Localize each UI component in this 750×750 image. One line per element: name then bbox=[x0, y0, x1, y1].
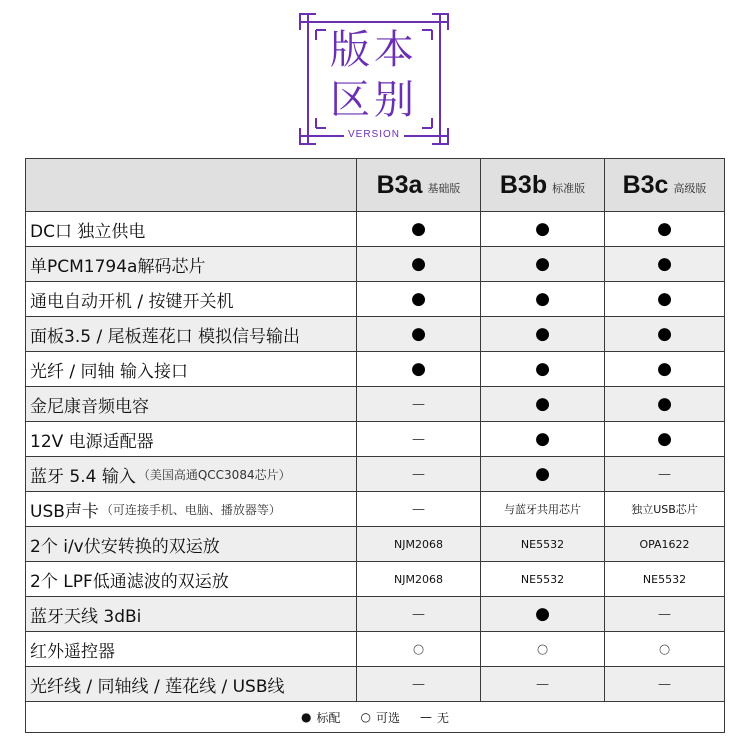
optional-circle-icon: ○ bbox=[412, 641, 425, 657]
standard-dot-icon: ● bbox=[411, 288, 426, 309]
version-tag: 基础版 bbox=[427, 182, 461, 195]
availability-cell-b3a bbox=[356, 317, 480, 351]
version-tag: 标准版 bbox=[552, 182, 586, 195]
feature-cell bbox=[26, 527, 356, 561]
feature-cell bbox=[26, 632, 356, 666]
availability-cell-b3c bbox=[604, 562, 724, 596]
feature-label: 金尼康音频电容 bbox=[30, 396, 149, 417]
standard-dot-icon: ● bbox=[535, 393, 550, 414]
availability-cell-b3c bbox=[604, 387, 724, 421]
availability-cell-b3a bbox=[356, 352, 480, 386]
table-row bbox=[26, 386, 724, 421]
availability-text: NE5532 bbox=[642, 572, 687, 586]
standard-dot-icon: ● bbox=[657, 428, 672, 449]
header-version-b3b bbox=[480, 159, 604, 211]
feature-cell bbox=[26, 597, 356, 631]
standard-dot-icon: ● bbox=[411, 323, 426, 344]
feature-label: 通电自动开机 / 按键开关机 bbox=[30, 291, 234, 312]
optional-circle-icon: ○ bbox=[658, 641, 671, 657]
availability-cell-b3a bbox=[356, 247, 480, 281]
availability-cell-b3c bbox=[604, 667, 724, 701]
availability-cell-b3c bbox=[604, 457, 724, 491]
title-subtitle: VERSION bbox=[347, 129, 400, 140]
availability-text: NE5532 bbox=[520, 537, 565, 551]
none-dash-icon: — bbox=[412, 501, 425, 517]
table-row bbox=[26, 316, 724, 351]
availability-cell-b3a bbox=[356, 457, 480, 491]
availability-cell-b3b bbox=[480, 352, 604, 386]
availability-cell-b3a bbox=[356, 597, 480, 631]
none-dash-icon: — bbox=[412, 676, 425, 692]
optional-circle-icon: ○ bbox=[536, 641, 549, 657]
availability-cell-b3a bbox=[356, 492, 480, 526]
feature-rows bbox=[26, 211, 724, 701]
feature-cell bbox=[26, 282, 356, 316]
availability-cell-b3c bbox=[604, 317, 724, 351]
header-version-b3a bbox=[356, 159, 480, 211]
feature-cell bbox=[26, 317, 356, 351]
availability-cell-b3c bbox=[604, 282, 724, 316]
none-dash-icon: — bbox=[412, 396, 425, 412]
standard-dot-icon: ● bbox=[300, 710, 312, 724]
standard-dot-icon: ● bbox=[411, 253, 426, 274]
title-line-2: 区别 bbox=[330, 77, 418, 123]
availability-cell-b3a bbox=[356, 282, 480, 316]
table-row bbox=[26, 666, 724, 701]
feature-label: 光纤 / 同轴 输入接口 bbox=[30, 361, 188, 382]
feature-cell bbox=[26, 422, 356, 456]
none-dash-icon: — bbox=[658, 466, 671, 482]
availability-cell-b3c bbox=[604, 492, 724, 526]
availability-cell-b3c bbox=[604, 422, 724, 456]
none-dash-icon: — bbox=[658, 676, 671, 692]
availability-cell-b3a bbox=[356, 667, 480, 701]
feature-label: 单PCM1794a解码芯片 bbox=[30, 256, 206, 277]
standard-dot-icon: ● bbox=[657, 358, 672, 379]
standard-dot-icon: ● bbox=[535, 253, 550, 274]
availability-text: OPA1622 bbox=[639, 537, 690, 551]
availability-cell-b3b bbox=[480, 632, 604, 666]
header-version-b3c bbox=[604, 159, 724, 211]
table-row bbox=[26, 351, 724, 386]
table-row bbox=[26, 561, 724, 596]
availability-cell-b3a bbox=[356, 422, 480, 456]
standard-dot-icon: ● bbox=[657, 253, 672, 274]
standard-dot-icon: ● bbox=[657, 288, 672, 309]
availability-cell-b3c bbox=[604, 247, 724, 281]
standard-dot-icon: ● bbox=[411, 218, 426, 239]
feature-note: （可连接手机、电脑、播放器等） bbox=[100, 502, 281, 517]
availability-cell-b3b bbox=[480, 282, 604, 316]
availability-cell-b3c bbox=[604, 212, 724, 246]
standard-dot-icon: ● bbox=[535, 463, 550, 484]
availability-cell-b3a bbox=[356, 562, 480, 596]
availability-text: 独立USB芯片 bbox=[631, 503, 698, 516]
version-title-emblem bbox=[298, 12, 450, 146]
feature-cell bbox=[26, 457, 356, 491]
legend-label: 无 bbox=[436, 710, 449, 725]
none-dash-icon: — bbox=[412, 606, 425, 622]
legend-item bbox=[301, 709, 341, 726]
table-row bbox=[26, 631, 724, 666]
table-row bbox=[26, 456, 724, 491]
feature-label: USB声卡 bbox=[30, 501, 99, 522]
table-row bbox=[26, 596, 724, 631]
availability-cell-b3b bbox=[480, 247, 604, 281]
feature-label: 红外遥控器 bbox=[30, 641, 115, 662]
optional-circle-icon: ○ bbox=[360, 710, 371, 724]
version-code: B3b bbox=[499, 170, 548, 199]
standard-dot-icon: ● bbox=[535, 218, 550, 239]
availability-text: NE5532 bbox=[520, 572, 565, 586]
standard-dot-icon: ● bbox=[657, 218, 672, 239]
feature-cell bbox=[26, 247, 356, 281]
standard-dot-icon: ● bbox=[411, 358, 426, 379]
availability-cell-b3c bbox=[604, 597, 724, 631]
feature-label: 光纤线 / 同轴线 / 莲花线 / USB线 bbox=[30, 676, 285, 697]
availability-cell-b3b bbox=[480, 492, 604, 526]
none-dash-icon: — bbox=[412, 431, 425, 447]
availability-cell-b3b bbox=[480, 387, 604, 421]
none-dash-icon: — bbox=[412, 466, 425, 482]
standard-dot-icon: ● bbox=[535, 428, 550, 449]
version-comparison-table bbox=[25, 158, 725, 733]
version-tag: 高级版 bbox=[673, 182, 707, 195]
table-header-row bbox=[26, 159, 724, 211]
feature-label: 蓝牙天线 3dBi bbox=[30, 606, 142, 627]
header-feature-cell bbox=[26, 159, 356, 211]
legend-label: 标配 bbox=[316, 710, 341, 725]
availability-cell-b3b bbox=[480, 457, 604, 491]
availability-cell-b3c bbox=[604, 527, 724, 561]
feature-label: 2个 LPF低通滤波的双运放 bbox=[30, 571, 229, 592]
feature-cell bbox=[26, 212, 356, 246]
none-dash-icon: — bbox=[419, 710, 432, 724]
feature-label: 2个 i/v伏安转换的双运放 bbox=[30, 536, 220, 557]
availability-text: NJM2068 bbox=[394, 537, 443, 551]
availability-cell-b3b bbox=[480, 597, 604, 631]
availability-cell-b3b bbox=[480, 212, 604, 246]
none-dash-icon: — bbox=[658, 606, 671, 622]
feature-note: （美国高通QCC3084芯片） bbox=[137, 467, 291, 482]
table-row bbox=[26, 246, 724, 281]
feature-label: DC口 独立供电 bbox=[30, 221, 146, 242]
availability-cell-b3c bbox=[604, 352, 724, 386]
availability-cell-b3b bbox=[480, 527, 604, 561]
table-row bbox=[26, 526, 724, 561]
feature-label: 面板3.5 / 尾板莲花口 模拟信号输出 bbox=[30, 326, 300, 347]
title-line-1: 版本 bbox=[330, 27, 418, 73]
table-row bbox=[26, 421, 724, 456]
availability-cell-b3b bbox=[480, 562, 604, 596]
legend bbox=[26, 701, 724, 732]
standard-dot-icon: ● bbox=[657, 323, 672, 344]
version-code: B3c bbox=[622, 170, 669, 199]
availability-cell-b3c bbox=[604, 632, 724, 666]
version-code: B3a bbox=[376, 170, 423, 199]
none-dash-icon: — bbox=[536, 676, 549, 692]
standard-dot-icon: ● bbox=[535, 603, 550, 624]
availability-cell-b3b bbox=[480, 317, 604, 351]
availability-cell-b3b bbox=[480, 422, 604, 456]
availability-cell-b3a bbox=[356, 212, 480, 246]
legend-item bbox=[420, 709, 449, 726]
feature-label: 12V 电源适配器 bbox=[30, 431, 154, 452]
standard-dot-icon: ● bbox=[535, 323, 550, 344]
legend-label: 可选 bbox=[375, 710, 400, 725]
availability-text: 与蓝牙共用芯片 bbox=[504, 503, 581, 516]
availability-cell-b3a bbox=[356, 527, 480, 561]
standard-dot-icon: ● bbox=[535, 358, 550, 379]
feature-cell bbox=[26, 352, 356, 386]
table-row bbox=[26, 281, 724, 316]
feature-label: 蓝牙 5.4 输入 bbox=[30, 466, 136, 487]
standard-dot-icon: ● bbox=[535, 288, 550, 309]
availability-text: NJM2068 bbox=[394, 572, 443, 586]
table-row bbox=[26, 211, 724, 246]
standard-dot-icon: ● bbox=[657, 393, 672, 414]
table-row bbox=[26, 491, 724, 526]
feature-cell bbox=[26, 492, 356, 526]
availability-cell-b3a bbox=[356, 387, 480, 421]
availability-cell-b3a bbox=[356, 632, 480, 666]
legend-item bbox=[360, 709, 400, 726]
feature-cell bbox=[26, 562, 356, 596]
feature-cell bbox=[26, 667, 356, 701]
availability-cell-b3b bbox=[480, 667, 604, 701]
feature-cell bbox=[26, 387, 356, 421]
